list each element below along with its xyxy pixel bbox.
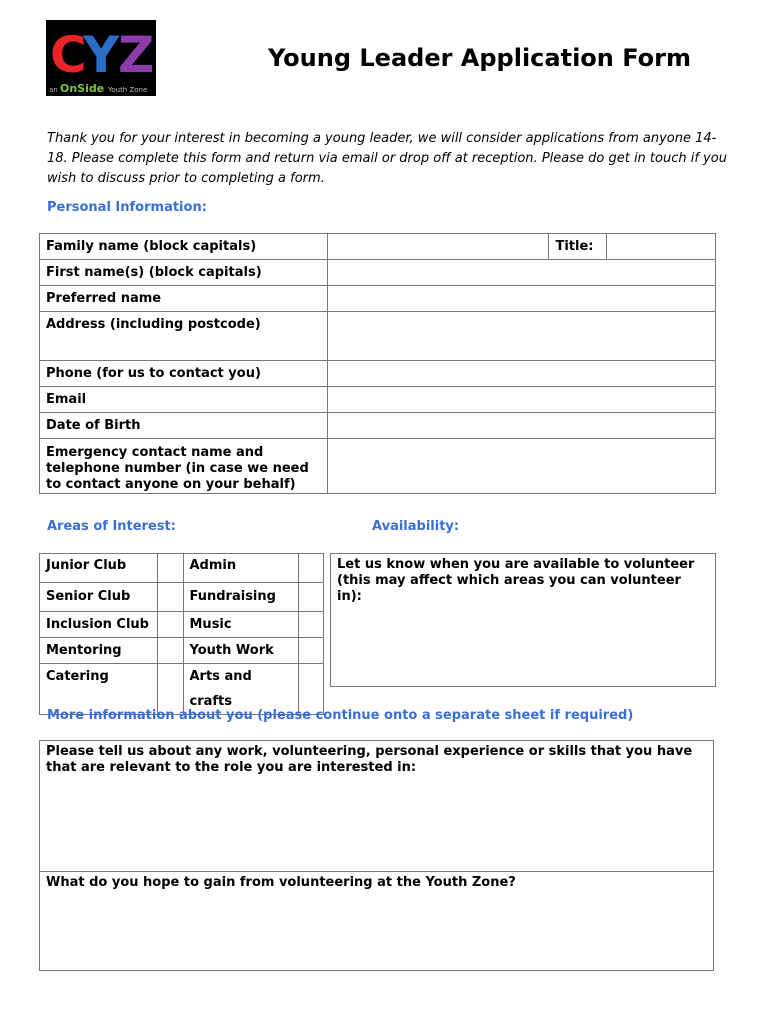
- availability-box[interactable]: [330, 553, 716, 687]
- email-label: Email: [40, 387, 328, 413]
- more-info-table: [39, 740, 714, 971]
- interest-mentoring: Mentoring: [40, 638, 158, 664]
- phone-field[interactable]: [327, 361, 715, 387]
- interest-junior-club: Junior Club: [40, 554, 158, 583]
- interest-music: Music: [183, 612, 298, 638]
- dob-label: Date of Birth: [40, 413, 328, 439]
- logo-tagline-prefix: an: [49, 86, 58, 94]
- preferred-name-field[interactable]: [327, 286, 715, 312]
- family-name-label: Family name (block capitals): [40, 234, 328, 260]
- interest-music-checkbox[interactable]: [298, 612, 323, 638]
- interest-fundraising: Fundraising: [183, 583, 298, 612]
- intro-text: Thank you for your interest in becoming a young leader, we will consider applications from anyone 14-18. Please complete this form and return via email or drop off at reception. Please do get in touch if you wish to discuss prior to completing a form.: [47, 131, 727, 186]
- interest-mentoring-checkbox[interactable]: [158, 638, 183, 664]
- experience-question-box[interactable]: [40, 741, 714, 872]
- page-title: Young Leader Application Form: [268, 44, 691, 72]
- interest-senior-club: Senior Club: [40, 583, 158, 612]
- preferred-name-label: Preferred name: [40, 286, 328, 312]
- personal-info-table: [39, 233, 716, 494]
- logo-tagline-brand: OnSide: [60, 82, 105, 95]
- family-name-field[interactable]: [327, 234, 549, 260]
- address-field[interactable]: [327, 312, 715, 361]
- email-field[interactable]: [327, 387, 715, 413]
- availability-prompt: Let us know when you are available to volunteer (this may affect which areas you can volunteer in):: [331, 554, 716, 687]
- first-name-field[interactable]: [327, 260, 715, 286]
- interest-youth-work: Youth Work: [183, 638, 298, 664]
- cyz-logo: [46, 20, 156, 96]
- logo-letter-c: C: [50, 26, 87, 84]
- interest-fundraising-checkbox[interactable]: [298, 583, 323, 612]
- logo-letter-z: Z: [118, 26, 155, 84]
- emergency-contact-field[interactable]: [327, 439, 715, 494]
- gain-question-box[interactable]: [40, 872, 714, 971]
- interest-admin-checkbox[interactable]: [298, 554, 323, 583]
- title-label: Title:: [549, 234, 606, 260]
- interest-junior-club-checkbox[interactable]: [158, 554, 183, 583]
- gain-question: What do you hope to gain from volunteering at the Youth Zone?: [46, 875, 516, 890]
- logo-letter-y: Y: [83, 26, 120, 84]
- interest-catering-checkbox[interactable]: [158, 664, 183, 715]
- interest-arts-crafts-checkbox[interactable]: [298, 664, 323, 715]
- interest-catering: Catering: [40, 664, 158, 715]
- interest-senior-club-checkbox[interactable]: [158, 583, 183, 612]
- interest-admin: Admin: [183, 554, 298, 583]
- first-name-label: First name(s) (block capitals): [40, 260, 328, 286]
- experience-question: Please tell us about any work, volunteering, personal experience or skills that you have that are relevant to the role you are interested in:: [46, 744, 693, 775]
- interest-inclusion-club: Inclusion Club: [40, 612, 158, 638]
- emergency-contact-label: Emergency contact name and telephone number (in case we need to contact anyone on your behalf): [40, 439, 328, 494]
- interests-heading: Areas of Interest:: [47, 519, 176, 534]
- personal-info-heading: Personal Information:: [47, 200, 207, 215]
- title-field[interactable]: [606, 234, 715, 260]
- dob-field[interactable]: [327, 413, 715, 439]
- logo-tagline-suffix: Youth Zone: [108, 86, 148, 94]
- interest-arts-crafts: Arts and crafts: [183, 664, 298, 715]
- interest-inclusion-club-checkbox[interactable]: [158, 612, 183, 638]
- more-info-heading: More information about you (please continue onto a separate sheet if required): [47, 708, 634, 723]
- availability-heading: Availability:: [372, 519, 460, 534]
- address-label: Address (including postcode): [40, 312, 328, 361]
- interests-table: [39, 553, 324, 715]
- phone-label: Phone (for us to contact you): [40, 361, 328, 387]
- interest-youth-work-checkbox[interactable]: [298, 638, 323, 664]
